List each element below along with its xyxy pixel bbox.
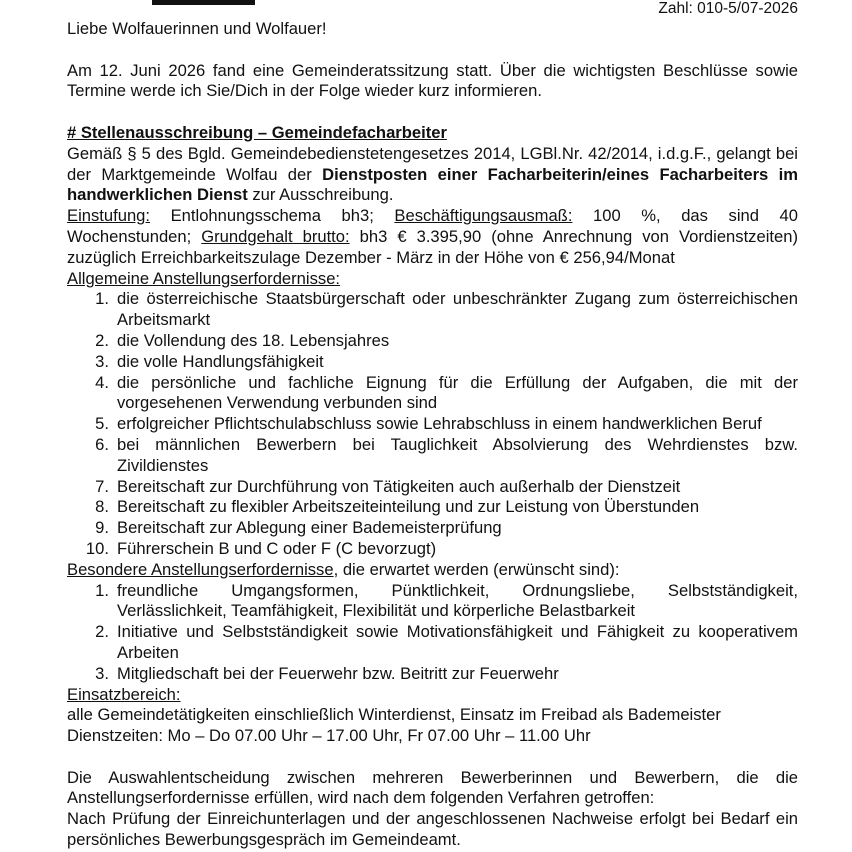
salary-label: Grundgehalt brutto: xyxy=(201,226,350,246)
list-item xyxy=(67,581,798,623)
list-item xyxy=(67,414,798,435)
legal-tail: zur Ausschreibung. xyxy=(247,185,394,205)
working-hours-line: Dienstzeiten: Mo – Do 07.00 Uhr – 17.00 Uhr, Fr 07.00 Uhr – 11.00 Uhr xyxy=(67,726,591,746)
general-requirements-list xyxy=(67,289,798,559)
list-item-text: die persönliche und fachliche Eignung für die Erfüllung der Aufgaben, die mit der vorgesehenen Verwendung verbunden sind xyxy=(117,372,798,413)
list-item xyxy=(67,331,798,352)
legal-paragraph xyxy=(67,144,798,206)
list-item xyxy=(67,352,798,373)
list-item xyxy=(67,497,798,518)
list-item xyxy=(67,435,798,477)
grading-paragraph xyxy=(67,206,798,268)
extent-label: Beschäftigungsausmaß: xyxy=(394,206,573,226)
list-item-text: Bereitschaft zu flexibler Arbeitszeiteinteilung und zur Leistung von Überstunden xyxy=(117,497,700,517)
list-item xyxy=(67,289,798,331)
special-requirements-heading xyxy=(67,560,798,581)
list-item-number: 6. xyxy=(95,434,109,454)
list-item-text: erfolgreicher Pflichtschulabschluss sowie Lehrabschluss in einem handwerklichen Beruf xyxy=(117,414,762,434)
special-requirements-label: Besondere Anstellungserfordernisse xyxy=(67,559,334,579)
list-item-text: bei männlichen Bewerbern bei Tauglichkeit Absolvierung des Wehrdienstes bzw. Zivildienstes xyxy=(117,434,798,475)
list-item-text: Mitgliedschaft bei der Feuerwehr bzw. Beitritt zur Feuerwehr xyxy=(117,663,559,683)
list-item-text: Bereitschaft zur Ablegung einer Bademeisterprüfung xyxy=(117,518,502,538)
list-item-number: 5. xyxy=(95,414,109,434)
list-item-number: 1. xyxy=(95,289,109,309)
legal-lead: Gemäß § 5 des Bgld. Gemeindebedienstetengesetzes 2014, LGBl.Nr. 42/2014, i.d.g.F., gelangt bei der Marktgemeinde Wolfau der xyxy=(67,143,798,184)
extent-text: 100 %, das sind 40 Wochenstunden; xyxy=(67,206,798,246)
list-item xyxy=(67,622,798,664)
list-item xyxy=(67,477,798,498)
document-body xyxy=(67,19,798,851)
position-title: Dienstposten einer Facharbeiterin/eines Facharbeiters im handwerklichen Dienst xyxy=(67,164,799,205)
list-item xyxy=(67,518,798,539)
grading-label: Einstufung: xyxy=(67,206,151,226)
intro-paragraph: Am 12. Juni 2026 fand eine Gemeinderatssitzung statt. Über die wichtigsten Beschlüsse sowie Termine werde ich Sie/Dich in der Folge wieder kurz informieren. xyxy=(67,60,798,101)
list-item-text: Initiative und Selbstständigkeit sowie Motivationsfähigkeit und Fähigkeit zu kooperativem Arbeiten xyxy=(117,622,798,662)
list-item-number: 2. xyxy=(95,330,109,350)
list-item-number: 2. xyxy=(95,622,109,642)
general-requirements-label: Allgemeine Anstellungserfordernisse: xyxy=(67,268,341,288)
list-item-text: die österreichische Staatsbürgerschaft oder unbeschränkter Zugang zum österreichischen Arbeitsmarkt xyxy=(117,289,798,330)
salary-text: bh3 € 3.395,90 (ohne Anrechnung von Vordienstzeiten) zuzüglich Erreichbarkeitszulage Dezember - März in der Höhe von € 256,94/Monat xyxy=(67,226,798,267)
list-item-number: 4. xyxy=(95,372,109,392)
list-item-number: 1. xyxy=(95,580,109,600)
list-item-text: Führerschein B und C oder F (C bevorzugt) xyxy=(117,538,437,558)
list-item-text: die volle Handlungsfähigkeit xyxy=(117,351,324,371)
list-item xyxy=(67,539,798,560)
area-line: alle Gemeindetätigkeiten einschließlich Winterdienst, Einsatz im Freibad als Bademeister xyxy=(67,705,721,725)
list-item-number: 3. xyxy=(95,663,109,683)
list-item-number: 7. xyxy=(95,476,109,496)
section-heading: # Stellenausschreibung – Gemeindefacharbeiter xyxy=(67,122,447,142)
list-item-text: die Vollendung des 18. Lebensjahres xyxy=(117,330,390,350)
list-item xyxy=(67,373,798,415)
list-item-text: freundliche Umgangsformen, Pünktlichkeit, Ordnungsliebe, Selbstständigkeit, Verlässlichkeit, Teamfähigkeit, Flexibilität und körperliche Belastbarkeit xyxy=(117,580,798,621)
greeting: Liebe Wolfauerinnen und Wolfauer! xyxy=(67,19,327,38)
selection-paragraph: Die Auswahlentscheidung zwischen mehreren Bewerberinnen und Bewerbern, die die Anstellungserfordernisse erfüllen, wird nach dem folgenden Verfahren getroffen: xyxy=(67,767,798,808)
list-item-number: 9. xyxy=(95,518,109,538)
list-item-number: 3. xyxy=(95,351,109,371)
special-requirements-tail: , die erwartet werden (erwünscht sind): xyxy=(333,559,620,579)
header-rule xyxy=(152,0,255,5)
reference-number: Zahl: 010-5/07-2026 xyxy=(658,0,798,17)
list-item-text: Bereitschaft zur Durchführung von Tätigkeiten auch außerhalb der Dienstzeit xyxy=(117,476,681,496)
process-paragraph: Nach Prüfung der Einreichunterlagen und der angeschlossenen Nachweise erfolgt bei Bedarf ein persönliches Bewerbungsgespräch im Gemeindeamt. xyxy=(67,809,798,850)
grading-text: Entlohnungsschema bh3; xyxy=(150,206,395,226)
special-requirements-list xyxy=(67,581,798,685)
list-item-number: 10. xyxy=(85,538,109,558)
area-label: Einsatzbereich: xyxy=(67,684,181,704)
list-item xyxy=(67,664,798,685)
list-item-number: 8. xyxy=(95,497,109,517)
